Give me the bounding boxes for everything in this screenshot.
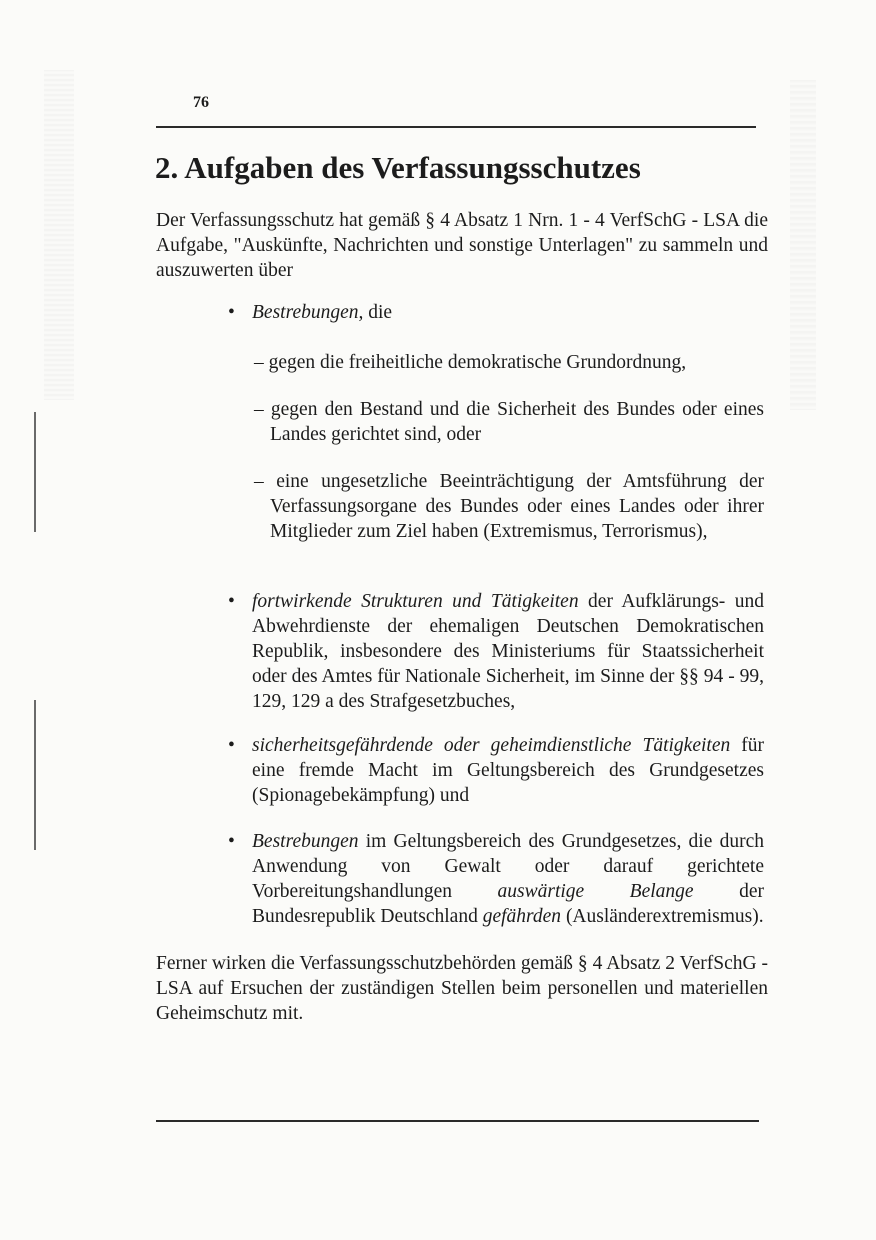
sub-item-1: [254, 350, 764, 375]
bullet-text: die: [363, 302, 393, 323]
bullet-emphasis: Bestrebungen: [252, 831, 359, 852]
bullet-item-1: [228, 300, 764, 325]
bullet-text: im Geltungsbereich des Grundgesetzes, die durch Anwendung von Gewalt oder darauf gerichtete Vorbereitungshandlungen: [252, 831, 764, 902]
bullet-emphasis: auswärtige Belange: [497, 881, 694, 902]
bullet-text: für eine fremde Macht im Geltungsbereich des Grundgesetzes (Spionagebekämpfung) und: [252, 735, 764, 806]
scan-artifact-right: [790, 80, 816, 410]
bullet-icon: •: [228, 302, 235, 323]
bullet-text: (Ausländerextremismus).: [561, 906, 764, 927]
scan-mark: [34, 412, 36, 532]
bullet-item-3: [228, 733, 764, 808]
bullet-icon: •: [228, 591, 235, 612]
sub-item-3: [254, 469, 764, 544]
sub-item-text: gegen den Bestand und die Sicherheit des Bundes oder eines Landes gerichtet sind, oder: [270, 399, 764, 445]
bullet-icon: •: [228, 735, 235, 756]
dash-icon: –: [254, 399, 264, 420]
scan-mark: [34, 700, 36, 850]
dash-icon: –: [254, 352, 264, 373]
sub-item-text: eine ungesetzliche Beeinträchtigung der Amtsführung der Verfassungsorgane des Bundes oder eines Landes oder ihrer Mitglieder zum Ziel haben (Extremismus, Terrorismus),: [270, 471, 765, 542]
bullet-icon: •: [228, 831, 235, 852]
closing-paragraph: Ferner wirken die Verfassungsschutzbehörden gemäß § 4 Absatz 2 VerfSchG - LSA auf Ersuchen der zuständigen Stellen beim personellen und materiellen Geheimschutz mit.: [156, 953, 768, 1024]
bullet-text: der Bundesrepublik Deutschland: [252, 881, 764, 927]
bullet-item-2: [228, 589, 764, 714]
bullet-emphasis: gefährden: [482, 906, 562, 927]
dash-icon: –: [254, 471, 264, 492]
bullet-item-4: [228, 829, 764, 929]
bullet-emphasis: sicherheitsgefährdende oder geheimdienstliche Tätigkeiten: [252, 735, 731, 756]
section-heading: 2. Aufgaben des Verfassungsschutzes: [155, 150, 641, 185]
bottom-rule: [156, 1120, 759, 1122]
page-number: 76: [193, 94, 209, 111]
bullet-text: der Aufklärungs- und Abwehrdienste der ehemaligen Deutschen Demokratischen Republik, insbesondere des Ministeriums für Staatssicherheit oder des Amtes für Nationale Sicherheit, im Sinne der §§ 94 - 99, 129, 129 a des Strafgesetzbuches,: [252, 591, 764, 712]
intro-paragraph: Der Verfassungsschutz hat gemäß § 4 Absatz 1 Nrn. 1 - 4 VerfSchG - LSA die Aufgabe, "Auskünfte, Nachrichten und sonstige Unterlagen" zu sammeln und auszuwerten über: [156, 210, 768, 281]
top-rule: [156, 126, 756, 128]
sub-item-text: gegen die freiheitliche demokratische Grundordnung,: [268, 352, 687, 373]
scan-artifact-left: [44, 70, 74, 400]
bullet-emphasis: Bestrebungen,: [252, 302, 364, 323]
bullet-emphasis: fortwirkende Strukturen und Tätigkeiten: [252, 591, 579, 612]
sub-item-2: [254, 397, 764, 447]
